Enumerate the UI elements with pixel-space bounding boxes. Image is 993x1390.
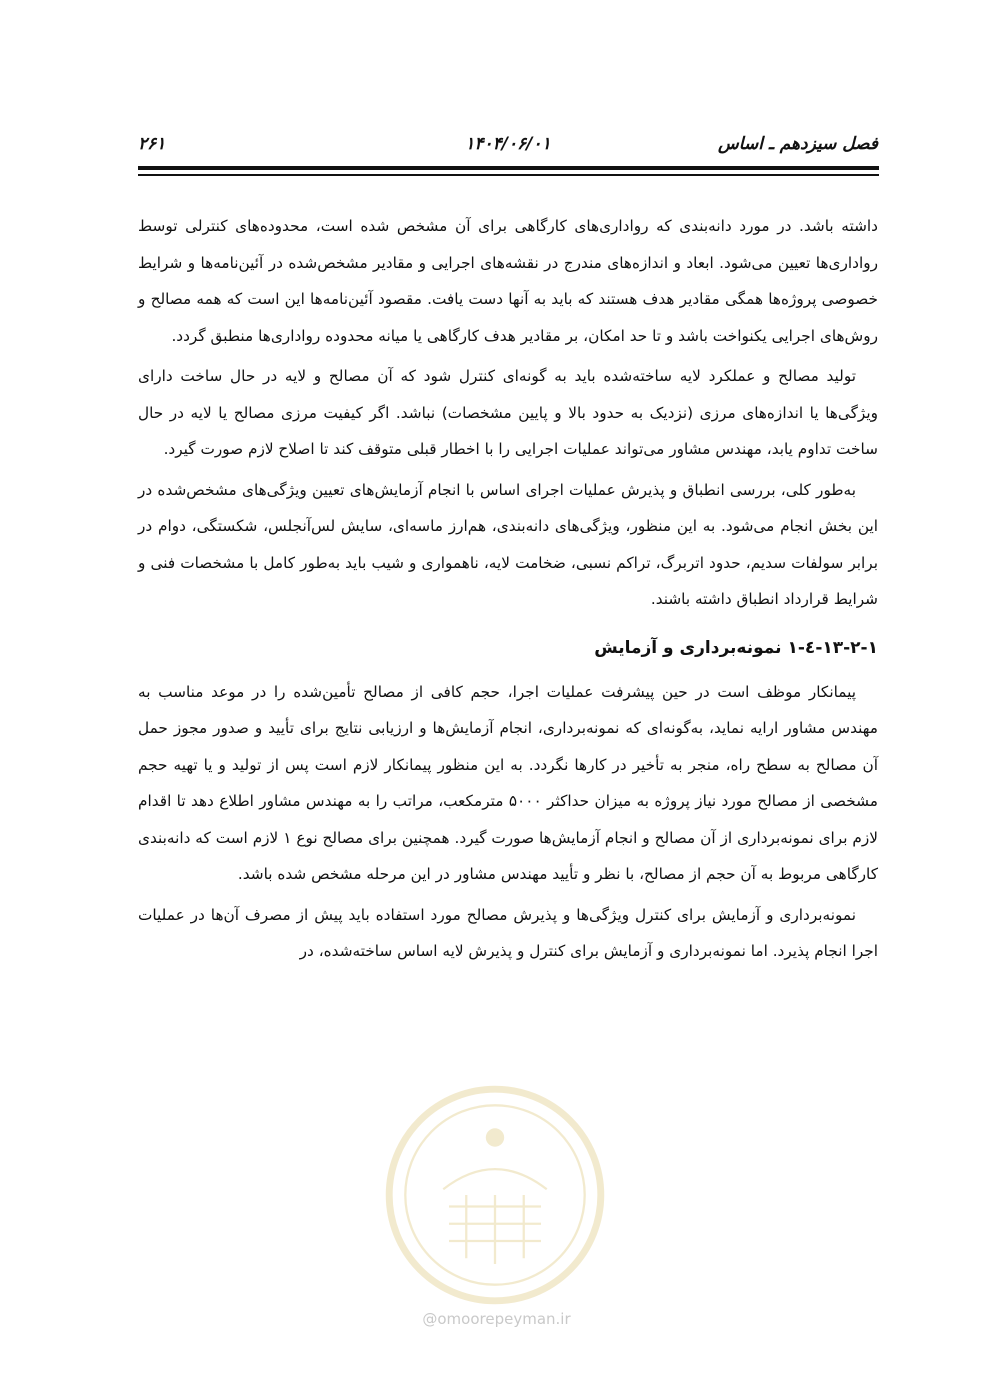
paragraph: نمونه‌برداری و آزمایش برای کنترل ویژگی‌ها و پذیرش مصالح مورد استفاده باید پیش از مصرف آن‌ها در عملیات اجرا انجام پذیرد. اما نمونه‌برداری و آزمایش برای کنترل و پذیرش لایه اساس ساخته‌شده، در xyxy=(138,905,878,960)
paragraph: داشته باشد. در مورد دانه‌بندی که رواداری‌های کارگاهی برای آن مشخص شده است، محدوده‌های کنترلی توسط رواداری‌ها تعیین می‌شود. ابعاد و اندازه‌های مندرج در نقشه‌های اجرایی و مقادیر مشخص‌شده در آئین‌نامه‌ها و شرایط خصوصی پروژه‌ها همگی مقادیر هدف هستند که باید به آنها دست یافت. مقصود آئین‌نامه‌ها این است که همه مصالح و روش‌های اجرایی یکنواخت باشد و تا حد امکان، بر مقادیر هدف کارگاهی یا میانه محدوده رواداری‌ها منطبق گردد. xyxy=(138,217,878,345)
page-number: ۲۶۱ xyxy=(138,134,166,154)
header-date: ۱۴۰۴/۰۶/۰۱ xyxy=(465,134,551,154)
header-rule-thick xyxy=(138,166,879,170)
watermark-text: @omoorepeyman.ir xyxy=(422,1310,571,1328)
section-heading: ۱۳-۲-۱-٤-۱ نمونه‌برداری و آزمایش xyxy=(594,637,878,658)
header-rule-thin xyxy=(138,174,879,176)
chapter-title: فصل سیزدهم ـ اساس xyxy=(718,134,878,154)
paragraph: پیمانکار موظف است در حین پیشرفت عملیات اجرا، حجم کافی از مصالح تأمین‌شده را در موعد مناسب به مهندس مشاور ارایه نماید، به‌گونه‌ای که نمونه‌برداری، انجام آزمایش‌ها و ارزیابی نتایج برای تأیید و صدور مجوز حمل آن مصالح به سطح راه، منجر به تأخیر در کارها نگردد. به این منظور پیمانکار لازم است پس از تولید و یا تهیه حجم مشخصی از مصالح مورد نیاز پروژه به میزان حداکثر ۵۰۰۰ مترمکعب، مراتب را به مهندس مشاور اطلاع دهد تا اقدام لازم برای نمونه‌برداری از آن مصالح و انجام آزمایش‌ها صورت گیرد. همچنین برای مصالح نوع ۱ لازم است که دانه‌بندی کارگاهی مربوط به آن حجم از مصالح، با نظر و تأیید مهندس مشاور در این مرحله مشخص شده باشد. xyxy=(138,682,878,883)
page-header xyxy=(138,128,878,160)
document-body xyxy=(138,208,878,974)
watermark-logo-icon xyxy=(380,1080,610,1310)
paragraph: به‌طور کلی، بررسی انطباق و پذیرش عملیات اجرای اساس با انجام آزمایش‌های تعیین ویژگی‌های مشخص‌شده در این بخش انجام می‌شود. به این منظور، ویژگی‌های دانه‌بندی، هم‌ارز ماسه‌ای، سایش لس‌آنجلس، شکستگی، دوام در برابر سولفات سدیم، حدود اتربرگ، تراکم نسبی، ضخامت لایه، ناهمواری و شیب باید به‌طور کامل با مشخصات فنی و شرایط قرارداد انطباق داشته باشند. xyxy=(138,480,878,608)
paragraph: تولید مصالح و عملکرد لایه ساخته‌شده باید به گونه‌ای کنترل شود که آن مصالح و لایه در حال ساخت دارای ویژگی‌ها یا اندازه‌های مرزی (نزدیک به حدود بالا و پایین مشخصات) نباشد. اگر کیفیت مرزی مصالح یا لایه در حال ساخت تداوم یابد، مهندس مشاور می‌تواند عملیات اجرایی را با اخطار قبلی متوقف کند تا اصلاح لازم صورت گیرد. xyxy=(138,367,878,458)
